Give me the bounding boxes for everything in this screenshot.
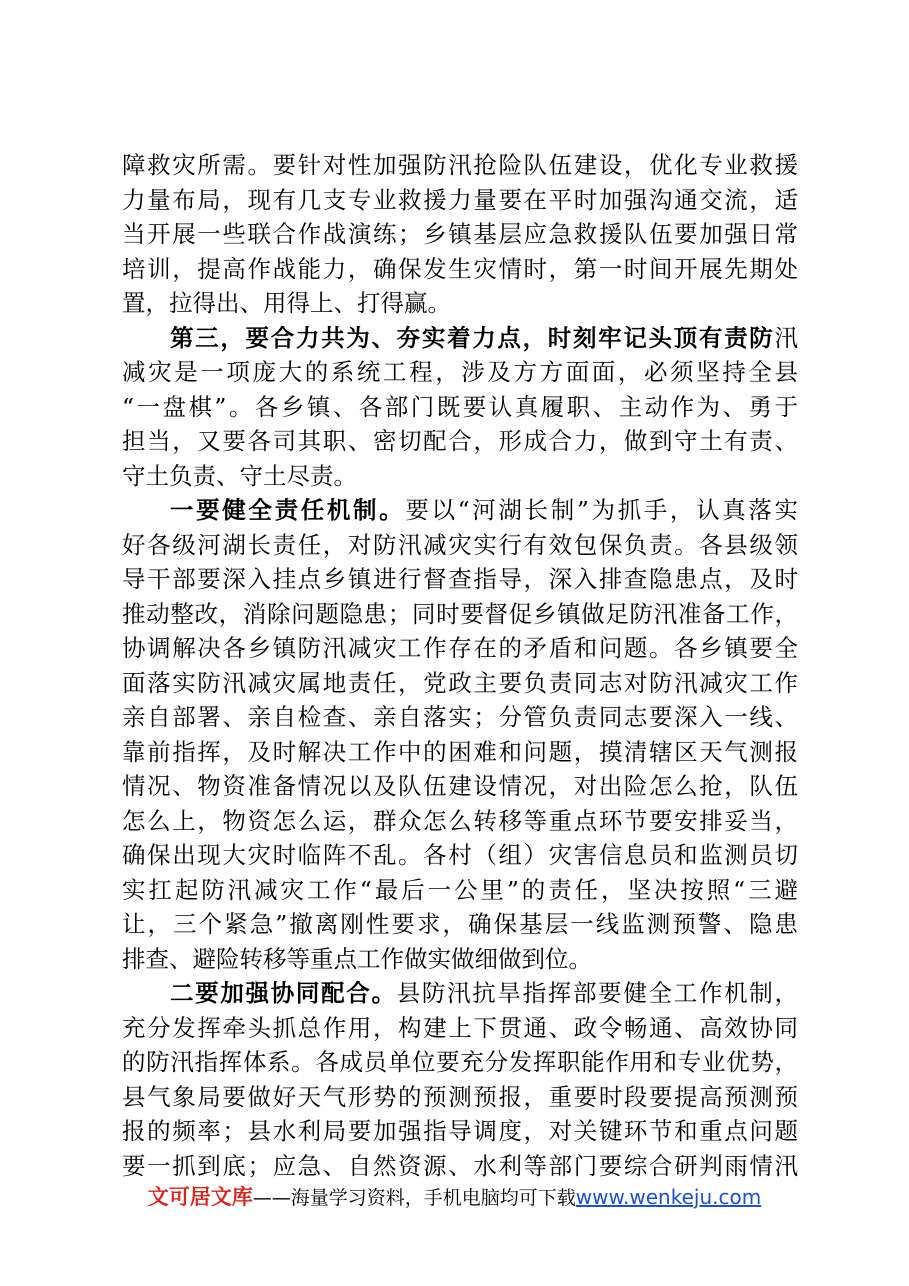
footer-slogan: ——海量学习资料，手机电脑均可下载	[252, 1187, 576, 1209]
footer-banner	[0, 1181, 909, 1211]
text-line: 靠前指挥，及时解决工作中的困难和问题，摸清辖区天气测报	[122, 737, 798, 766]
text-line: 县气象局要做好天气形势的预测预报，重要时段要提高预测预	[122, 1082, 798, 1111]
text-line: 好各级河湖长责任，对防汛减灾实行有效包保负责。各县级领	[122, 530, 798, 559]
text-line: 确保出现大灾时临阵不乱。各村（组）灾害信息员和监测员切	[122, 841, 798, 869]
text-line: 充分发挥牵头抓总作用，构建上下贯通、政令畅通、高效协同	[122, 1013, 798, 1042]
text-line: 障救灾所需。要针对性加强防汛抢险队伍建设，优化专业救援	[122, 151, 798, 179]
text-line: 报的频率；县水利局要加强指导调度，对关键环节和重点问题	[122, 1117, 798, 1145]
section-heading: 第三，要合力共为、夯实着力点，时刻牢记头顶有责防	[170, 323, 775, 352]
brand-name: 文可居文库	[147, 1185, 253, 1209]
text-line: 推动整改，消除问题隐患；同时要督促乡镇做足防汛准备工作，	[122, 599, 798, 628]
text-line: 亲自部署、亲自检查、亲自落实；分管负责同志要深入一线、	[122, 703, 798, 731]
subsection-heading: 一要健全责任机制。	[170, 496, 406, 524]
text-line: 排查、避险转移等重点工作做实做细做到位。	[122, 944, 592, 973]
text-line: 怎么上，物资怎么运，群众怎么转移等重点环节要安排妥当，	[122, 806, 798, 835]
text-line: “一盘棋”。各乡镇、各部门既要认真履职、主动作为、勇于	[122, 392, 798, 421]
text-line: 力量布局，现有几支专业救援力量要在平时加强沟通交流，适	[122, 185, 798, 214]
text-run: 要以“河湖长制”为抓手，认真落实	[405, 496, 799, 524]
text-line: 培训，提高作战能力，确保发生灾情时，第一时间开展先期处	[122, 254, 798, 283]
text-line: 导干部要深入挂点乡镇进行督查指导，深入排查隐患点，及时	[122, 565, 798, 593]
text-run: 县防汛抗旱指挥部要健全工作机制，	[396, 979, 798, 1007]
text-line: 的防汛指挥体系。各成员单位要充分发挥职能作用和专业优势，	[122, 1048, 798, 1076]
subsection-heading: 二要加强协同配合。	[170, 979, 397, 1007]
subsection-heading-line	[122, 493, 798, 528]
text-line: 当开展一些联合作战演练；乡镇基层应急救援队伍要加强日常	[122, 220, 798, 248]
text-line: 减灾是一项庞大的系统工程，涉及方方面面，必须坚持全县	[122, 358, 798, 386]
text-line: 情况、物资准备情况以及队伍建设情况，对出险怎么抢，队伍	[122, 772, 798, 800]
text-line: 协调解决各乡镇防汛减灾工作存在的矛盾和问题。各乡镇要全	[122, 634, 798, 662]
document-body	[122, 148, 798, 1183]
text-line: 担当，又要各司其职、密切配合，形成合力，做到守土有责、	[122, 427, 798, 455]
text-line: 守土负责、守土尽责。	[122, 461, 357, 490]
section-heading-line	[122, 321, 798, 356]
text-line: 实扛起防汛减灾工作“最后一公里”的责任，坚决按照“三避	[122, 875, 798, 904]
text-line: 要一抓到底；应急、自然资源、水利等部门要综合研判雨情汛	[122, 1151, 798, 1180]
subsection-heading-line	[122, 976, 798, 1011]
text-run: 汛	[774, 323, 798, 352]
text-line: 面落实防汛减灾属地责任，党政主要负责同志对防汛减灾工作	[122, 668, 798, 697]
text-line: 让，三个紧急”撤离刚性要求，确保基层一线监测预警、隐患	[122, 910, 798, 938]
website-link[interactable]: www.wenkeju.com	[575, 1185, 762, 1209]
text-line: 置，拉得出、用得上、打得赢。	[122, 289, 451, 317]
